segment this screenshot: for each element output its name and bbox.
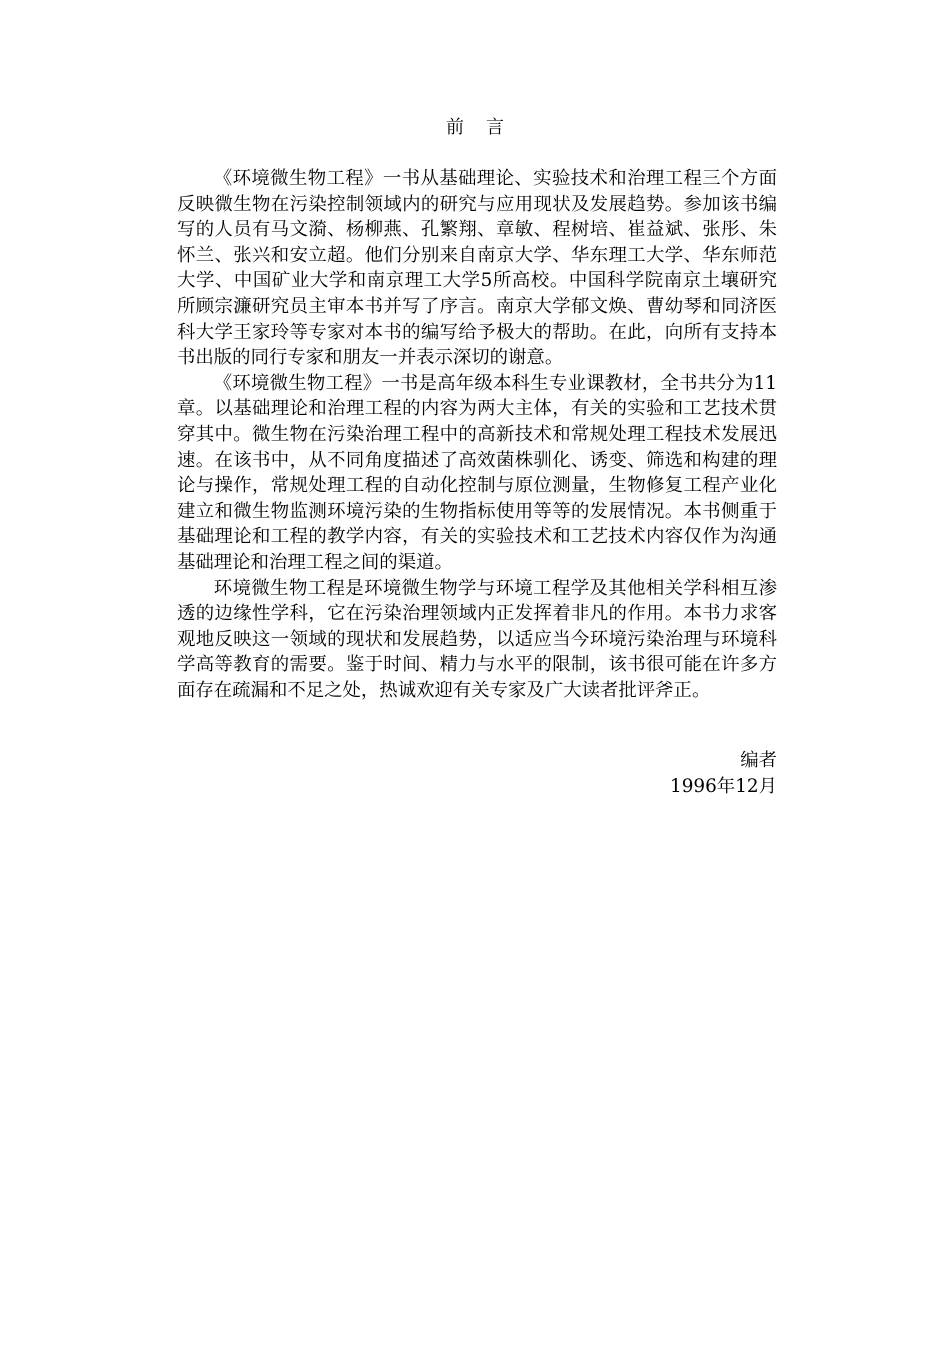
- preface-body: [177, 166, 777, 703]
- title-char-2: 言: [486, 117, 504, 138]
- page-title: [0, 116, 950, 140]
- signature-block: [560, 748, 777, 799]
- title-char-1: 前: [446, 117, 464, 138]
- paragraph-2: 《环境微生物工程》一书是高年级本科生专业课教材，全书共分为11章。以基础理论和治理工程的内容为两大主体，有关的实验和工艺技术贯穿其中。微生物在污染治理工程中的高新技术和常规处理工程技术发展迅速。在该书中，从不同角度描述了高效菌株驯化、诱变、筛选和构建的理论与操作，常规处理工程的自动化控制与原位测量，生物修复工程产业化建立和微生物监测环境污染的生物指标使用等等的发展情况。本书侧重于基础理论和工程的教学内容，有关的实验技术和工艺技术内容仅作为沟通基础理论和治理工程之间的渠道。: [177, 372, 777, 573]
- paragraph-1: 《环境微生物工程》一书从基础理论、实验技术和治理工程三个方面反映微生物在污染控制领域内的研究与应用现状及发展趋势。参加该书编写的人员有马文漪、杨柳燕、孔繁翔、章敏、程树培、崔益斌、张彤、朱怀兰、张兴和安立超。他们分别来自南京大学、华东理工大学、华东师范大学、中国矿业大学和南京理工大学5所高校。中国科学院南京土壤研究所顾宗濂研究员主审本书并写了序言。南京大学郁文焕、曹幼琴和同济医科大学王家玲等专家对本书的编写给予极大的帮助。在此，向所有支持本书出版的同行专家和朋友一并表示深切的谢意。: [177, 168, 777, 369]
- paragraph-3: 环境微生物工程是环境微生物学与环境工程学及其他相关学科相互渗透的边缘性学科，它在污染治理领域内正发挥着非凡的作用。本书力求客观地反映这一领域的现状和发展趋势，以适应当今环境污染治理与环境科学高等教育的需要。鉴于时间、精力与水平的限制，该书很可能在许多方面存在疏漏和不足之处，热诚欢迎有关专家及广大读者批评斧正。: [177, 577, 777, 701]
- signature-date: 1996年12月: [670, 775, 777, 797]
- signature-author: 编者: [740, 750, 777, 771]
